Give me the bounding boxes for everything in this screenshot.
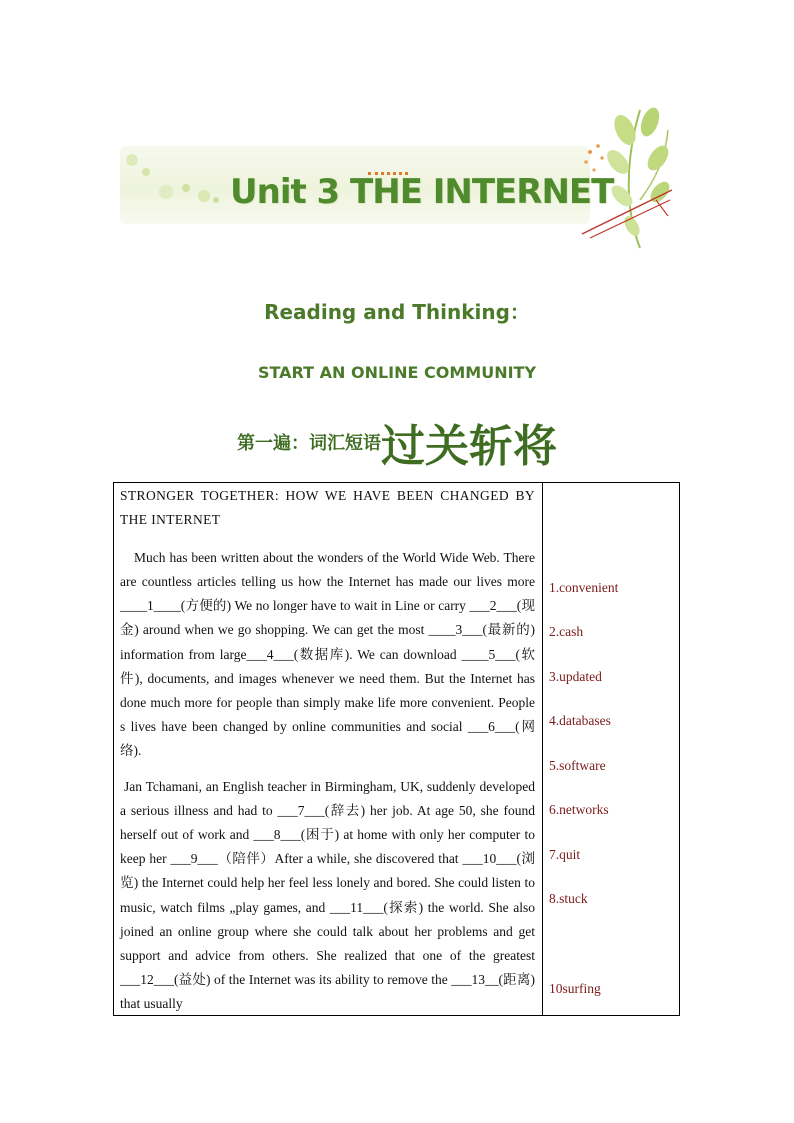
answer-item: 5.software <box>549 758 606 773</box>
unit-title: Unit 3 THE INTERNET <box>230 172 614 212</box>
passage-paragraph-1: Much has been written about the wonders of the World Wide Web. There are countless articles telling us how the Internet has made our lives more ____1____(方便的) We no longer have to wait in Line or carry ___2___(现金) around when we go shopping. We can get the most ____3___(最新的) information from large___4___(数据库). We can download ____5___(软件), documents, and images whenever we need them. But the Internet has done much more for people than simply make life more convenient. People s lives have been changed by online communities and social ___6___(网络). <box>120 550 535 758</box>
column-divider <box>542 483 543 1015</box>
answer-item: 3.updated <box>549 669 602 684</box>
answer-item: 8.stuck <box>549 891 588 906</box>
passage-heading: STRONGER TOGETHER: HOW WE HAVE BEEN CHANGED BY THE INTERNET <box>120 488 535 528</box>
answer-item: 10surfing <box>549 981 601 996</box>
section-title: Reading and Thinking： <box>264 300 530 324</box>
answer-item: 2.cash <box>549 624 584 639</box>
vocab-heading-small: 第一遍：词汇短语 <box>237 433 381 454</box>
answer-item: 6.networks <box>549 802 609 817</box>
passage-cell <box>120 483 535 1016</box>
answer-item: 7.quit <box>549 847 581 862</box>
answer-item: 1.convenient <box>549 580 619 595</box>
exercise-table <box>113 482 680 1016</box>
vocab-heading-big: 过关斩将 <box>381 421 557 472</box>
answer-item: 4.databases <box>549 713 611 728</box>
passage-paragraph-2: Jan Tchamani, an English teacher in Birmingham, UK, suddenly developed a serious illness and had to ___7___(辞去) her job. At age 50, she found herself out of work and ___8___(困于) at home with only her computer to keep her ___9___（陪伴）After a while, she discovered that ___10___(浏览) the Internet could help her feel less lonely and bored. She could listen to music, watch films „play games, and ___11___(探索) the world. She also joined an online group where she could talk about her problems and get support and advice from others. She realized that one of the greatest ___12___(益处) of the Internet was its ability to remove the ___13__(距离) that usually <box>120 779 535 1011</box>
vocab-heading <box>0 410 794 474</box>
unit-banner <box>120 100 676 252</box>
passage-title: START AN ONLINE COMMUNITY <box>257 363 537 382</box>
